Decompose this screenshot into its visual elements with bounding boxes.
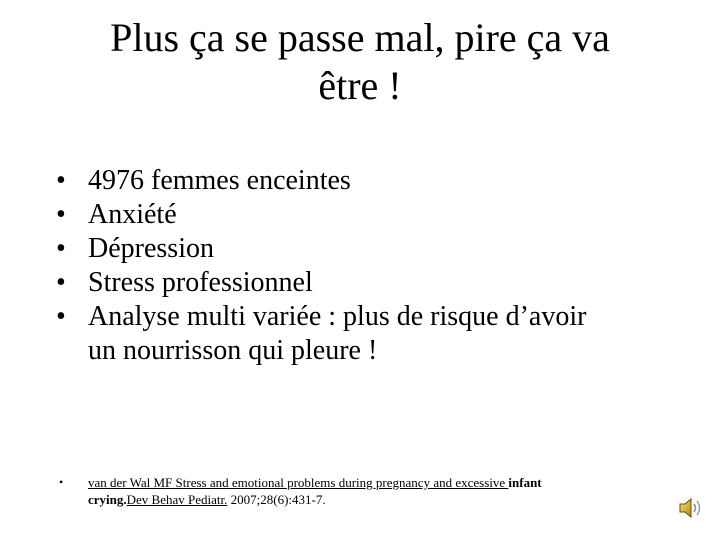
bullet-list [56, 164, 676, 368]
bullet-text-line-1: Analyse multi variée : plus de risque d’avoir [88, 301, 587, 332]
bullet-item [56, 266, 676, 300]
bullet-text: Anxiété [88, 199, 177, 230]
bullet-text: 4976 femmes enceintes [88, 165, 351, 196]
reference-citation [56, 474, 688, 508]
reference-link-title[interactable]: van der Wal MF Stress and emotional problems during pregnancy and excessive [88, 475, 509, 490]
bullet-item [56, 164, 676, 198]
bullet-dot: • [56, 233, 66, 264]
bullet-dot: • [56, 267, 66, 298]
slide-title [60, 14, 660, 110]
reference-link-journal[interactable]: Dev Behav Pediatr. [126, 492, 228, 507]
reference-bold-infant: infant [508, 475, 542, 490]
title-line-2: être ! [318, 63, 402, 108]
bullet-item [56, 300, 676, 368]
bullet-text: Stress professionnel [88, 267, 313, 298]
bullet-text: Dépression [88, 233, 214, 264]
bullet-dot: • [56, 165, 66, 196]
bullet-dot: • [59, 475, 64, 489]
bullet-dot: • [56, 199, 66, 230]
bullet-item [56, 232, 676, 266]
bullet-dot: • [56, 301, 66, 332]
bullet-item [56, 198, 676, 232]
speaker-svg [678, 496, 704, 520]
reference-volume: 2007;28(6):431-7. [227, 492, 326, 507]
speaker-audio-icon[interactable] [678, 496, 704, 520]
bullet-text-line-2: un nourrisson qui pleure ! [88, 335, 378, 366]
reference-bold-crying: crying. [88, 492, 127, 507]
title-line-1: Plus ça se passe mal, pire ça va [110, 15, 610, 60]
